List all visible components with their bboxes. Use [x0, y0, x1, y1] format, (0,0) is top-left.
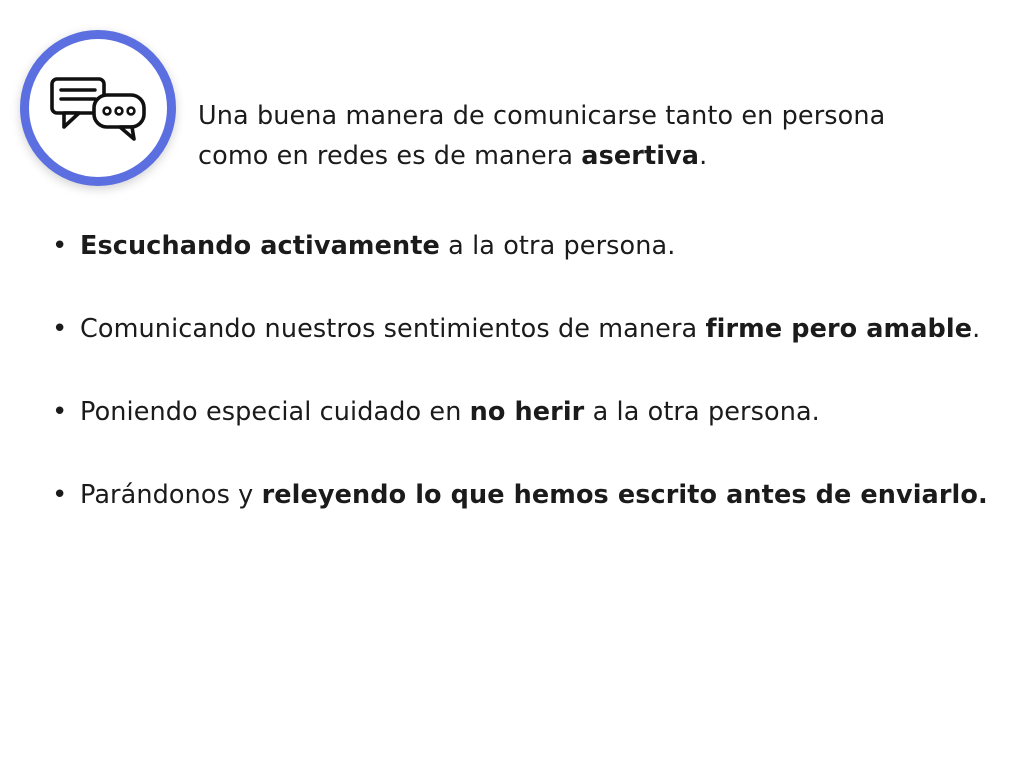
chat-bubbles-icon	[20, 30, 176, 186]
bullet-marker: •	[52, 479, 68, 510]
intro-text-suffix: .	[699, 141, 708, 172]
intro-text-bold: asertiva	[581, 141, 700, 172]
bullet-4-text-1: Parándonos y	[80, 479, 262, 510]
bullet-4-bold-2: releyendo lo que hemos escrito antes de enviarlo.	[261, 479, 988, 510]
intro-paragraph	[198, 96, 918, 177]
list-item	[50, 394, 1002, 431]
list-item	[50, 477, 1002, 514]
bullet-1-text-2: a la otra persona.	[439, 231, 676, 261]
bullet-2-text-1: Comunicando nuestros sentimientos de manera	[80, 313, 706, 344]
bullet-marker: •	[52, 396, 68, 427]
bullet-list	[50, 228, 1002, 514]
slide-header	[0, 18, 1024, 193]
bullet-2-bold-2: firme pero amable	[705, 313, 973, 344]
list-item	[50, 311, 1002, 348]
list-item-text	[80, 311, 1002, 347]
bullet-1-bold-1: Escuchando activamente	[80, 231, 440, 261]
list-item	[50, 228, 1002, 265]
bullet-marker: •	[52, 313, 68, 344]
list-item-text	[80, 394, 1002, 430]
bullet-3-text-3: a la otra persona.	[584, 396, 820, 427]
bullet-marker: •	[52, 231, 68, 261]
list-item-text	[80, 477, 1002, 513]
bullet-3-bold-2: no herir	[469, 396, 585, 427]
intro-text-prefix: Una buena manera de comunicarse tanto en persona como en redes es de manera	[198, 101, 886, 172]
list-item-text	[80, 228, 1002, 264]
bullet-3-text-1: Poniendo especial cuidado en	[80, 396, 470, 427]
bullet-2-text-3: .	[972, 313, 981, 344]
